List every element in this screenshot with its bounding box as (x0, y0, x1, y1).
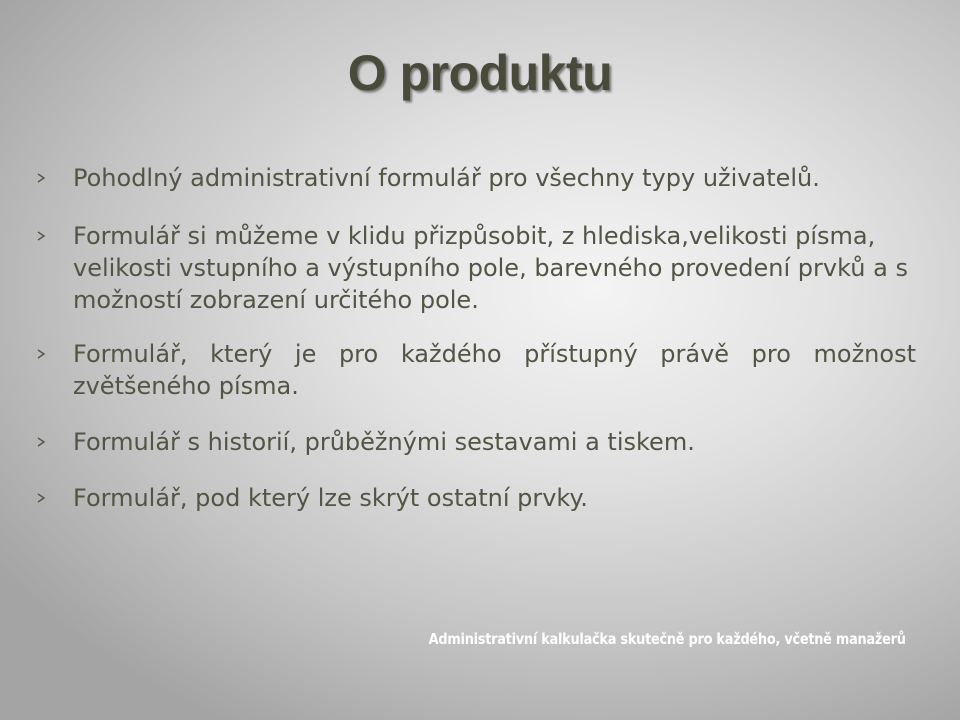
bullet-item (36, 162, 916, 194)
slide-title-text: O produktu (347, 45, 613, 101)
bullet-text: Formulář, pod který lze skrýt ostatní prvky. (73, 484, 588, 512)
slide-title (0, 44, 960, 102)
bullet-item (36, 338, 916, 402)
bullet-item (36, 426, 916, 458)
arrow-bullet-icon (36, 173, 46, 183)
bullet-item (36, 482, 916, 514)
arrow-bullet-icon (36, 349, 46, 359)
arrow-bullet-icon (36, 493, 46, 503)
bullet-text: Formulář si můžeme v klidu přizpůsobit, z hlediska,velikosti písma, velikosti vstupního a výstupního pole, barevného provedení prvků a s možností zobrazení určitého pole. (73, 222, 908, 314)
arrow-bullet-icon (36, 437, 46, 447)
bullet-text: Formulář s historií, průběžnými sestavami a tiskem. (73, 428, 695, 456)
bullet-list (36, 162, 916, 537)
bullet-text: Pohodlný administrativní formulář pro všechny typy uživatelů. (73, 164, 820, 192)
footer-caption: Administrativní kalkulačka skutečně pro každého, včetně manažerů (428, 630, 906, 648)
bullet-item (36, 220, 916, 316)
arrow-bullet-icon (36, 231, 46, 241)
bullet-text: Formulář, který je pro každého přístupný právě pro možnost zvětšeného písma. (73, 340, 916, 400)
